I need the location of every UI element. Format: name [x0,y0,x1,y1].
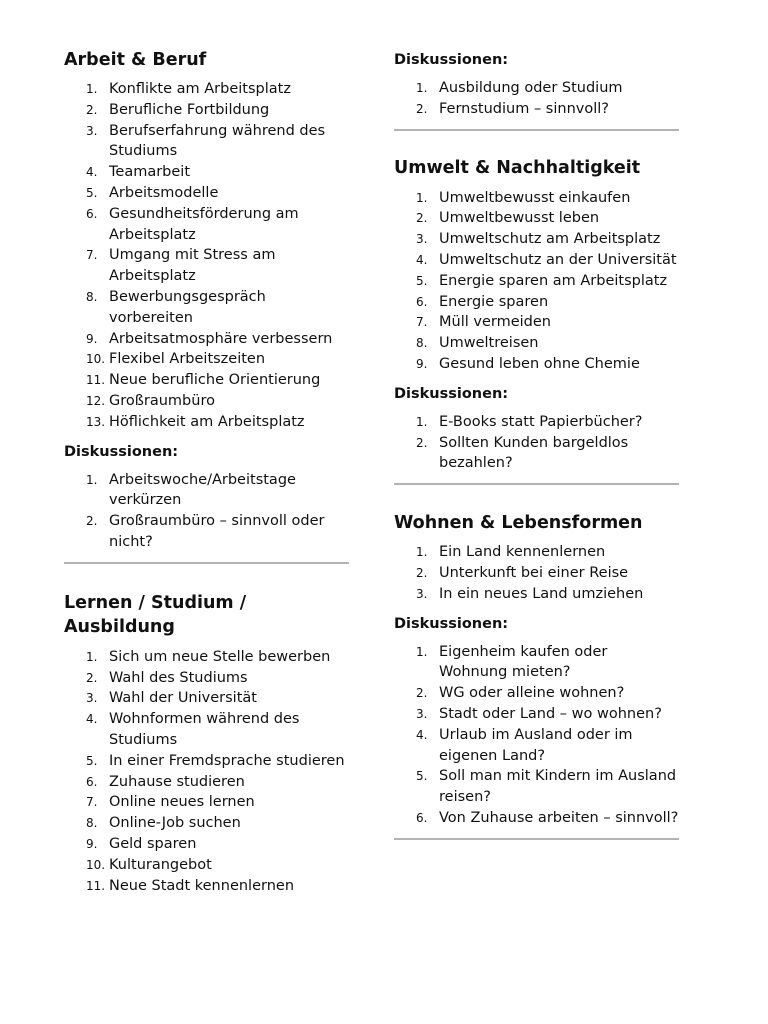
topic-item [64,855,349,876]
section-title-wohnen: Wohnen & Lebensformen [394,513,643,534]
discussion-item-text: Von Zuhause arbeiten – sinnvoll? [439,809,679,826]
topic-item [394,542,679,563]
list-number: 10. [86,352,106,367]
discussion-item [64,470,349,512]
topic-item-text: Kulturangebot [109,856,212,873]
list-number: 4. [416,727,428,742]
discussion-item-text: Ausbildung oder Studium [439,80,623,96]
topic-item [394,563,679,584]
list-number: 8. [86,289,98,304]
topic-item-text: Online neues lernen [109,794,255,811]
topic-item [64,688,349,709]
list-number: 5. [86,753,98,768]
list-number: 7. [86,795,98,810]
list-number: 1. [86,82,98,96]
topic-item-text: Teamarbeit [109,164,191,181]
list-number: 7. [86,248,98,263]
topic-item-text: Müll vermeiden [439,314,551,331]
list-number: 2. [416,101,428,116]
discussion-item-text: Urlaub im Ausland oder im eigenen Land? [439,726,633,764]
section-title-arbeit-beruf: Arbeit & Beruf [64,50,207,70]
list-number: 1. [416,644,428,659]
list-number: 9. [416,356,428,371]
topic-item [64,709,349,751]
topic-item [394,292,679,313]
topic-item [64,370,349,391]
topic-item [394,354,679,375]
topic-item [64,79,349,100]
right-column [394,0,679,840]
topic-item [64,792,349,813]
topic-item [394,271,679,292]
discussion-item [394,99,679,120]
list-number: 1. [416,414,428,429]
list-number: 5. [86,185,98,200]
topic-item [394,312,679,333]
list-number: 3. [416,232,428,247]
discussion-item [394,683,679,704]
discussion-item [394,78,679,99]
discussion-item [394,725,679,767]
topic-list-arbeit-beruf [64,79,349,433]
section-title-lernen-studium: Lernen / Studium / Ausbildung [64,592,247,637]
list-number: 10. [86,857,106,872]
discussion-item [394,704,679,725]
discussion-item-text: Sollten Kunden bargeldlos bezahlen? [439,434,629,472]
topic-item-text: Zuhause studieren [109,773,245,790]
list-number: 2. [86,670,98,685]
section-title-umwelt: Umwelt & Nachhaltigkeit [394,157,641,178]
topic-item-text: Höflichkeit am Arbeitsplatz [109,413,305,430]
topic-item [64,245,349,287]
topic-item-text: Umweltbewusst einkaufen [439,189,631,206]
topic-item [64,329,349,350]
topic-item [64,391,349,412]
topic-item [64,183,349,204]
topic-item-text: Konflikte am Arbeitsplatz [109,81,291,97]
discussion-item-text: Soll man mit Kindern im Ausland reisen? [439,768,677,806]
list-number: 8. [86,816,98,831]
topic-item-text: Sich um neue Stelle bewerben [109,648,331,665]
list-number: 5. [416,769,428,784]
list-number: 2. [416,435,428,450]
topic-item [64,772,349,793]
topic-item [64,751,349,772]
topic-item [64,834,349,855]
topic-item [64,668,349,689]
topic-item [64,162,349,183]
list-number: 11. [86,373,106,388]
discussion-item-text: WG oder alleine wohnen? [439,685,625,702]
list-number: 6. [86,206,98,221]
discussion-heading: Diskussionen: [394,615,509,632]
list-number: 2. [86,514,98,529]
topic-item-text: Neue berufliche Orientierung [109,372,321,389]
topic-item-text: Energie sparen am Arbeitsplatz [439,272,668,289]
discussion-list-umwelt [394,412,679,474]
discussion-item [394,433,679,475]
discussion-item-text: Eigenheim kaufen oder Wohnung mieten? [439,643,608,681]
left-column [64,0,349,896]
topic-list-umwelt [394,188,679,375]
topic-item-text: Berufliche Fortbildung [109,101,270,118]
list-number: 1. [416,81,428,95]
list-number: 1. [416,190,428,205]
list-number: 6. [416,810,428,825]
topic-list-wohnen [394,542,679,604]
discussion-list-wohnen [394,642,679,829]
topic-item [64,647,349,668]
topic-item [64,100,349,121]
list-number: 9. [86,836,98,851]
list-number: 9. [86,331,98,346]
discussion-heading: Diskussionen: [394,52,509,68]
list-number: 3. [86,123,98,138]
list-number: 4. [86,712,98,727]
list-number: 4. [86,165,98,180]
topic-item-text: Arbeitsatmosphäre verbessern [109,330,333,347]
list-number: 3. [86,691,98,706]
section-divider [394,838,679,840]
topic-item [394,188,679,209]
topic-item-text: Online-Job suchen [109,815,241,832]
list-number: 12. [86,393,106,408]
list-number: 11. [86,878,106,893]
topic-item-text: Arbeitsmodelle [109,184,219,201]
topic-item-text: Umweltschutz an der Universität [439,251,677,268]
topic-item-text: Berufserfahrung während des Studiums [109,122,326,160]
topic-item-text: Umgang mit Stress am Arbeitsplatz [109,247,276,285]
list-number: 1. [86,649,98,664]
topic-item-text: Geld sparen [109,835,197,852]
topic-item-text: Wohnformen während des Studiums [109,711,300,748]
list-number: 13. [86,414,106,429]
list-number: 3. [416,586,428,601]
topic-item-text: Energie sparen [439,293,549,310]
discussion-item [64,511,349,553]
topic-item-text: Umweltschutz am Arbeitsplatz [439,231,661,248]
list-number: 8. [416,336,428,351]
topic-item-text: Umweltreisen [439,335,539,352]
topic-item [64,204,349,246]
topic-item-text: Unterkunft bei einer Reise [439,564,629,581]
list-number: 2. [416,211,428,226]
topic-item [64,412,349,433]
discussion-item [394,412,679,433]
discussion-heading: Diskussionen: [394,385,509,402]
topic-item-text: Großraumbüro [109,392,215,409]
topic-item-text: Gesundheitsförderung am Arbeitsplatz [109,205,299,243]
discussion-list-arbeit-beruf [64,470,349,553]
list-number: 7. [416,315,428,330]
topic-item-text: Umweltbewusst leben [439,210,600,227]
discussion-item [394,808,679,829]
discussion-heading: Diskussionen: [64,443,179,460]
topic-item-text: In ein neues Land umziehen [439,585,644,602]
topic-item-text: Ein Land kennenlernen [439,544,606,561]
list-number: 6. [86,774,98,789]
topic-item [394,333,679,354]
list-number: 5. [416,273,428,288]
topic-item-text: Gesund leben ohne Chemie [439,355,640,372]
topic-item-text: In einer Fremdsprache studieren [109,752,345,769]
list-number: 2. [416,686,428,701]
discussion-item-text: Fernstudium – sinnvoll? [439,100,609,117]
topic-item [64,876,349,897]
discussion-item [394,642,679,684]
topic-item [64,349,349,370]
topic-item [394,584,679,605]
topic-item-text: Bewerbungsgespräch vorbereiten [109,288,266,326]
topic-item [64,287,349,329]
discussion-item-text: E-Books statt Papierbücher? [439,413,643,430]
topic-item-text: Flexibel Arbeitszeiten [109,351,266,368]
topic-item-text: Wahl der Universität [109,690,257,707]
list-number: 4. [416,252,428,267]
topic-item-text: Neue Stadt kennenlernen [109,877,295,894]
topic-item [64,813,349,834]
list-number: 6. [416,294,428,309]
discussion-item [394,766,679,808]
topic-item [394,208,679,229]
list-number: 2. [86,102,98,117]
list-number: 2. [416,565,428,580]
discussion-item-text: Großraumbüro – sinnvoll oder nicht? [109,513,325,550]
topic-item-text: Wahl des Studiums [109,669,248,686]
list-number: 1. [416,545,428,560]
discussion-item-text: Stadt oder Land – wo wohnen? [439,705,662,722]
topic-item [64,121,349,163]
list-number: 1. [86,472,98,487]
discussion-list-lernen-studium [394,78,679,120]
topic-item [394,229,679,250]
discussion-item-text: Arbeitswoche/Arbeitstage verkürzen [109,471,296,509]
topic-item [394,250,679,271]
topic-list-lernen-studium [64,647,349,897]
list-number: 3. [416,706,428,721]
